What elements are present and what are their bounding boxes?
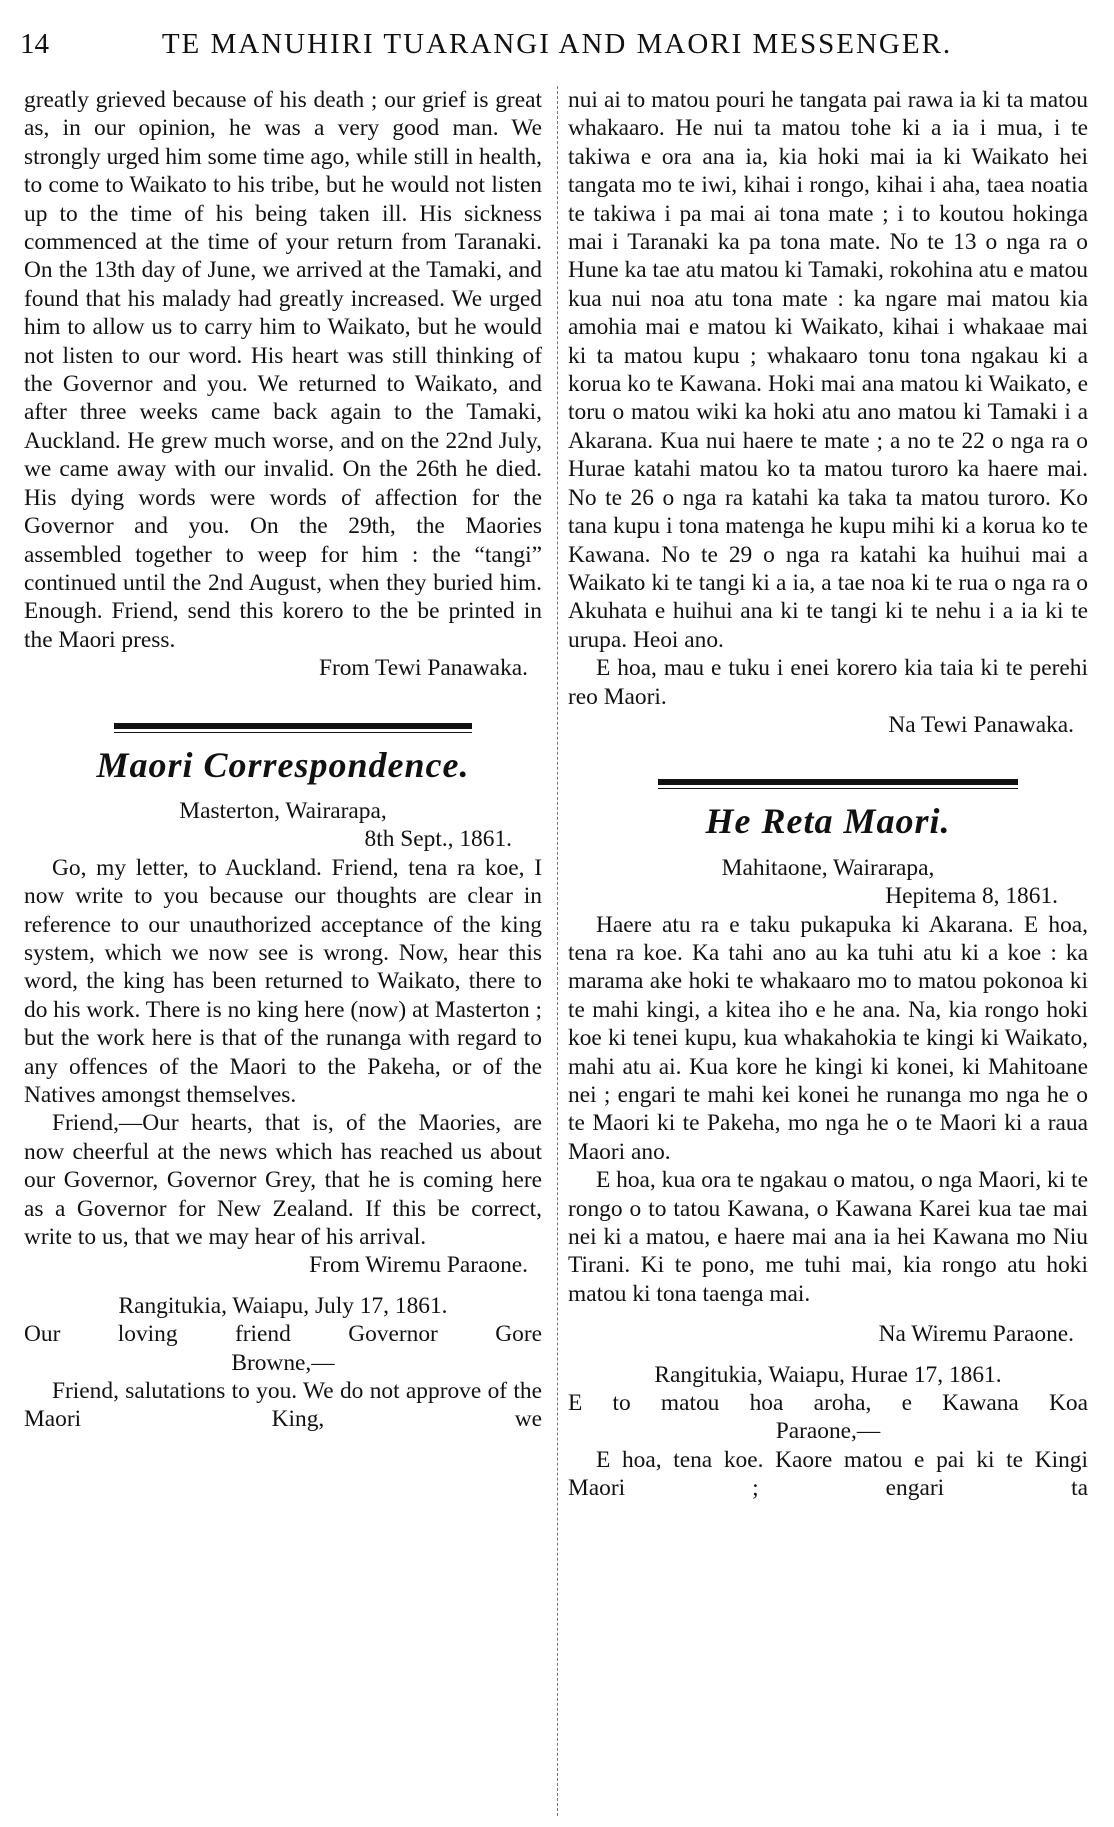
maori-column — [568, 86, 1088, 1503]
salutation-cont: Paraone,— — [775, 1418, 881, 1445]
masthead-title: TE MANUHIRI TUARANGI AND MAORI MESSENGER. — [161, 28, 953, 60]
salutation-cont: Browne,— — [231, 1349, 335, 1376]
letter-paragraph: Go, my letter, to Auckland. Friend, tena ra koe, I now write to you because our thoughts are clear in reference to our unauthorized acceptance of the king system, which we now see is wrong. Now, hear this word, the king has been returned to Waikato, there to do his work. There is no king here (now) at Masterton ; but the work here is that of the runanga with regard to any offences of the Maori to the Pakeha, or of the Natives amongst themselves. — [24, 854, 542, 1108]
letter-continuation-text: nui ai to matou pouri he tangata pai rawa ia ki ta matou whakaaro. He nui ta matou tohe ki a ia i mua, i te takiwa e ora ana ia, kia hoki mai ia ki Waikato hei tangata mo te iwi, kihai i rongo, kihai i aha, taea noatia te takiwa i pa mai ai tona mate ; i to koutou hokinga mai i Taranaki ka pa tona mate. No te 13 o nga ra o Hune ka tae atu matou ki Tamaki, rokohina atu e matou kua nui noa atu tona mate : ka ngare mai matou kia amohia mai e matou ki Waikato, kihai i whakaae mai ki ta matou kupu ; whakaaro tonu tona ngakau ki a korua ko te Kawana. Hoki mai ana matou ki Waikato, e toru o matou wiki ka hoki atu ano matou ki Tamaki i a Akarana. Kua nui haere te mate ; a no te 22 o nga ra o Hurae katahi matou ko ta matou turoro ka haere mai. No te 26 o nga ra katahi ka taka ta matou turoro. Ko tana kupu i tona matenga he kupu mihi ki a korua ko te Kawana. No te 29 o nga ra katahi ka huihui mai a Waikato ki te tangi ki a ia, a tae noa ki te rua o nga ra o Akuhata e huihui ana ki te tangi ki te nehu i a ia ki te urupa. Heoi ano. — [568, 87, 1088, 653]
section-rule — [114, 723, 472, 729]
section-rule-thin — [658, 788, 1018, 789]
signature: Na Wiremu Paraone. — [878, 1321, 1074, 1348]
dateline-date: 8th Sept., 1861. — [364, 826, 512, 853]
letter-paragraph: E hoa, mau e tuku i enei korero kia taia ki te perehi reo Maori. — [568, 655, 1088, 710]
spacer — [568, 1349, 1088, 1361]
letter-paragraph: Friend, salutations to you. We do not approve of the Maori King, we — [24, 1378, 542, 1433]
letter-paragraph: Friend,—Our hearts, that is, of the Maories, are now cheerful at the news which has reached us about our Governor, Governor Grey, that he is coming here as a Governor for New Zealand. If this be correct, write to us, that we may hear of his arrival. — [24, 1110, 542, 1251]
signature: From Wiremu Paraone. — [309, 1252, 528, 1279]
dateline-date: Hepitema 8, 1861. — [885, 883, 1058, 910]
page-header — [20, 28, 1094, 72]
letter-paragraph: E hoa, tena koe. Kaore matou e pai ki te Kingi Maori ; engari ta — [568, 1446, 1088, 1502]
letter-continuation-text: greatly grieved because of his death ; our grief is great as, in our opinion, he was a very good man. We strongly urged him some time ago, while still in health, to come to Waikato to his tribe, but he would not listen up to the time of his being taken ill. His sickness commenced at the time of your return from Taranaki. On the 13th day of June, we arrived at the Tamaki, and found that his malady had greatly increased. We urged him to allow us to carry him to Waikato, but he would not listen to our word. His heart was still thinking of the Governor and you. We returned to Waikato, and after three weeks came back again to the Tamaki, Auckland. He grew much worse, and on the 22nd July, we came away with our invalid. On the 26th he died. His dying words were words of affection for the Governor and you. On the 29th, the Maories assembled together to weep for him : the “tangi” continued until the 2nd August, when they buried him. Enough. Friend, send this korero to the be printed in the Maori press. — [24, 87, 542, 653]
spacer — [568, 1308, 1088, 1320]
signature: From Tewi Panawaka. — [318, 655, 528, 682]
letter-paragraph: E hoa, kua ora te ngakau o matou, o nga Maori, ki te rongo o to tatou Kawana, o Kawana Karei kua tae mai nei ki a matou, e haere mai ana ia hei Kawana mo Niu Tirani. Ki te pono, me tuhi mai, kia rongo atu hoki matou ki tona taenga mai. — [568, 1167, 1088, 1307]
signature: Na Tewi Panawaka. — [888, 711, 1074, 738]
dateline: Rangitukia, Waiapu, July 17, 1861. — [118, 1292, 448, 1319]
section-heading: He Reta Maori. — [705, 801, 951, 842]
dateline-place: Mahitaone, Wairarapa, — [721, 854, 935, 881]
salutation: Our loving friend Governor Gore — [24, 1321, 542, 1348]
dateline: Rangitukia, Waiapu, Hurae 17, 1861. — [654, 1361, 1002, 1388]
section-rule — [658, 779, 1018, 785]
salutation: E to matou hoa aroha, e Kawana Koa — [568, 1390, 1088, 1417]
page-number: 14 — [20, 28, 49, 60]
english-column — [24, 86, 542, 1434]
section-heading: Maori Correspondence. — [96, 744, 470, 785]
column-divider — [557, 86, 558, 1816]
dateline-place: Masterton, Wairarapa, — [179, 797, 387, 824]
spacer — [24, 1280, 542, 1292]
letter-paragraph: Haere atu ra e taku pukapuka ki Akarana. E hoa, tena ra koe. Ka tahi ano au ka tuhi atu ki a koe : ka marama ake hoki te whakaaro mo to matou pokonoa ki te mahi kingi, a kitea iho e he ana. Na, kia rongo hoki koe ki tenei kupu, kua whakahokia te kingi ki Waikato, mahi atu ai. Kua kore he kingi ki konei, ki Mahitoane nei ; engari te mahi kei konei he runanga mo nga he o te Maori ki te Pakeha, mo nga he o te Maori ki a raua Maori ano. — [568, 911, 1088, 1165]
section-rule-thin — [114, 732, 472, 733]
